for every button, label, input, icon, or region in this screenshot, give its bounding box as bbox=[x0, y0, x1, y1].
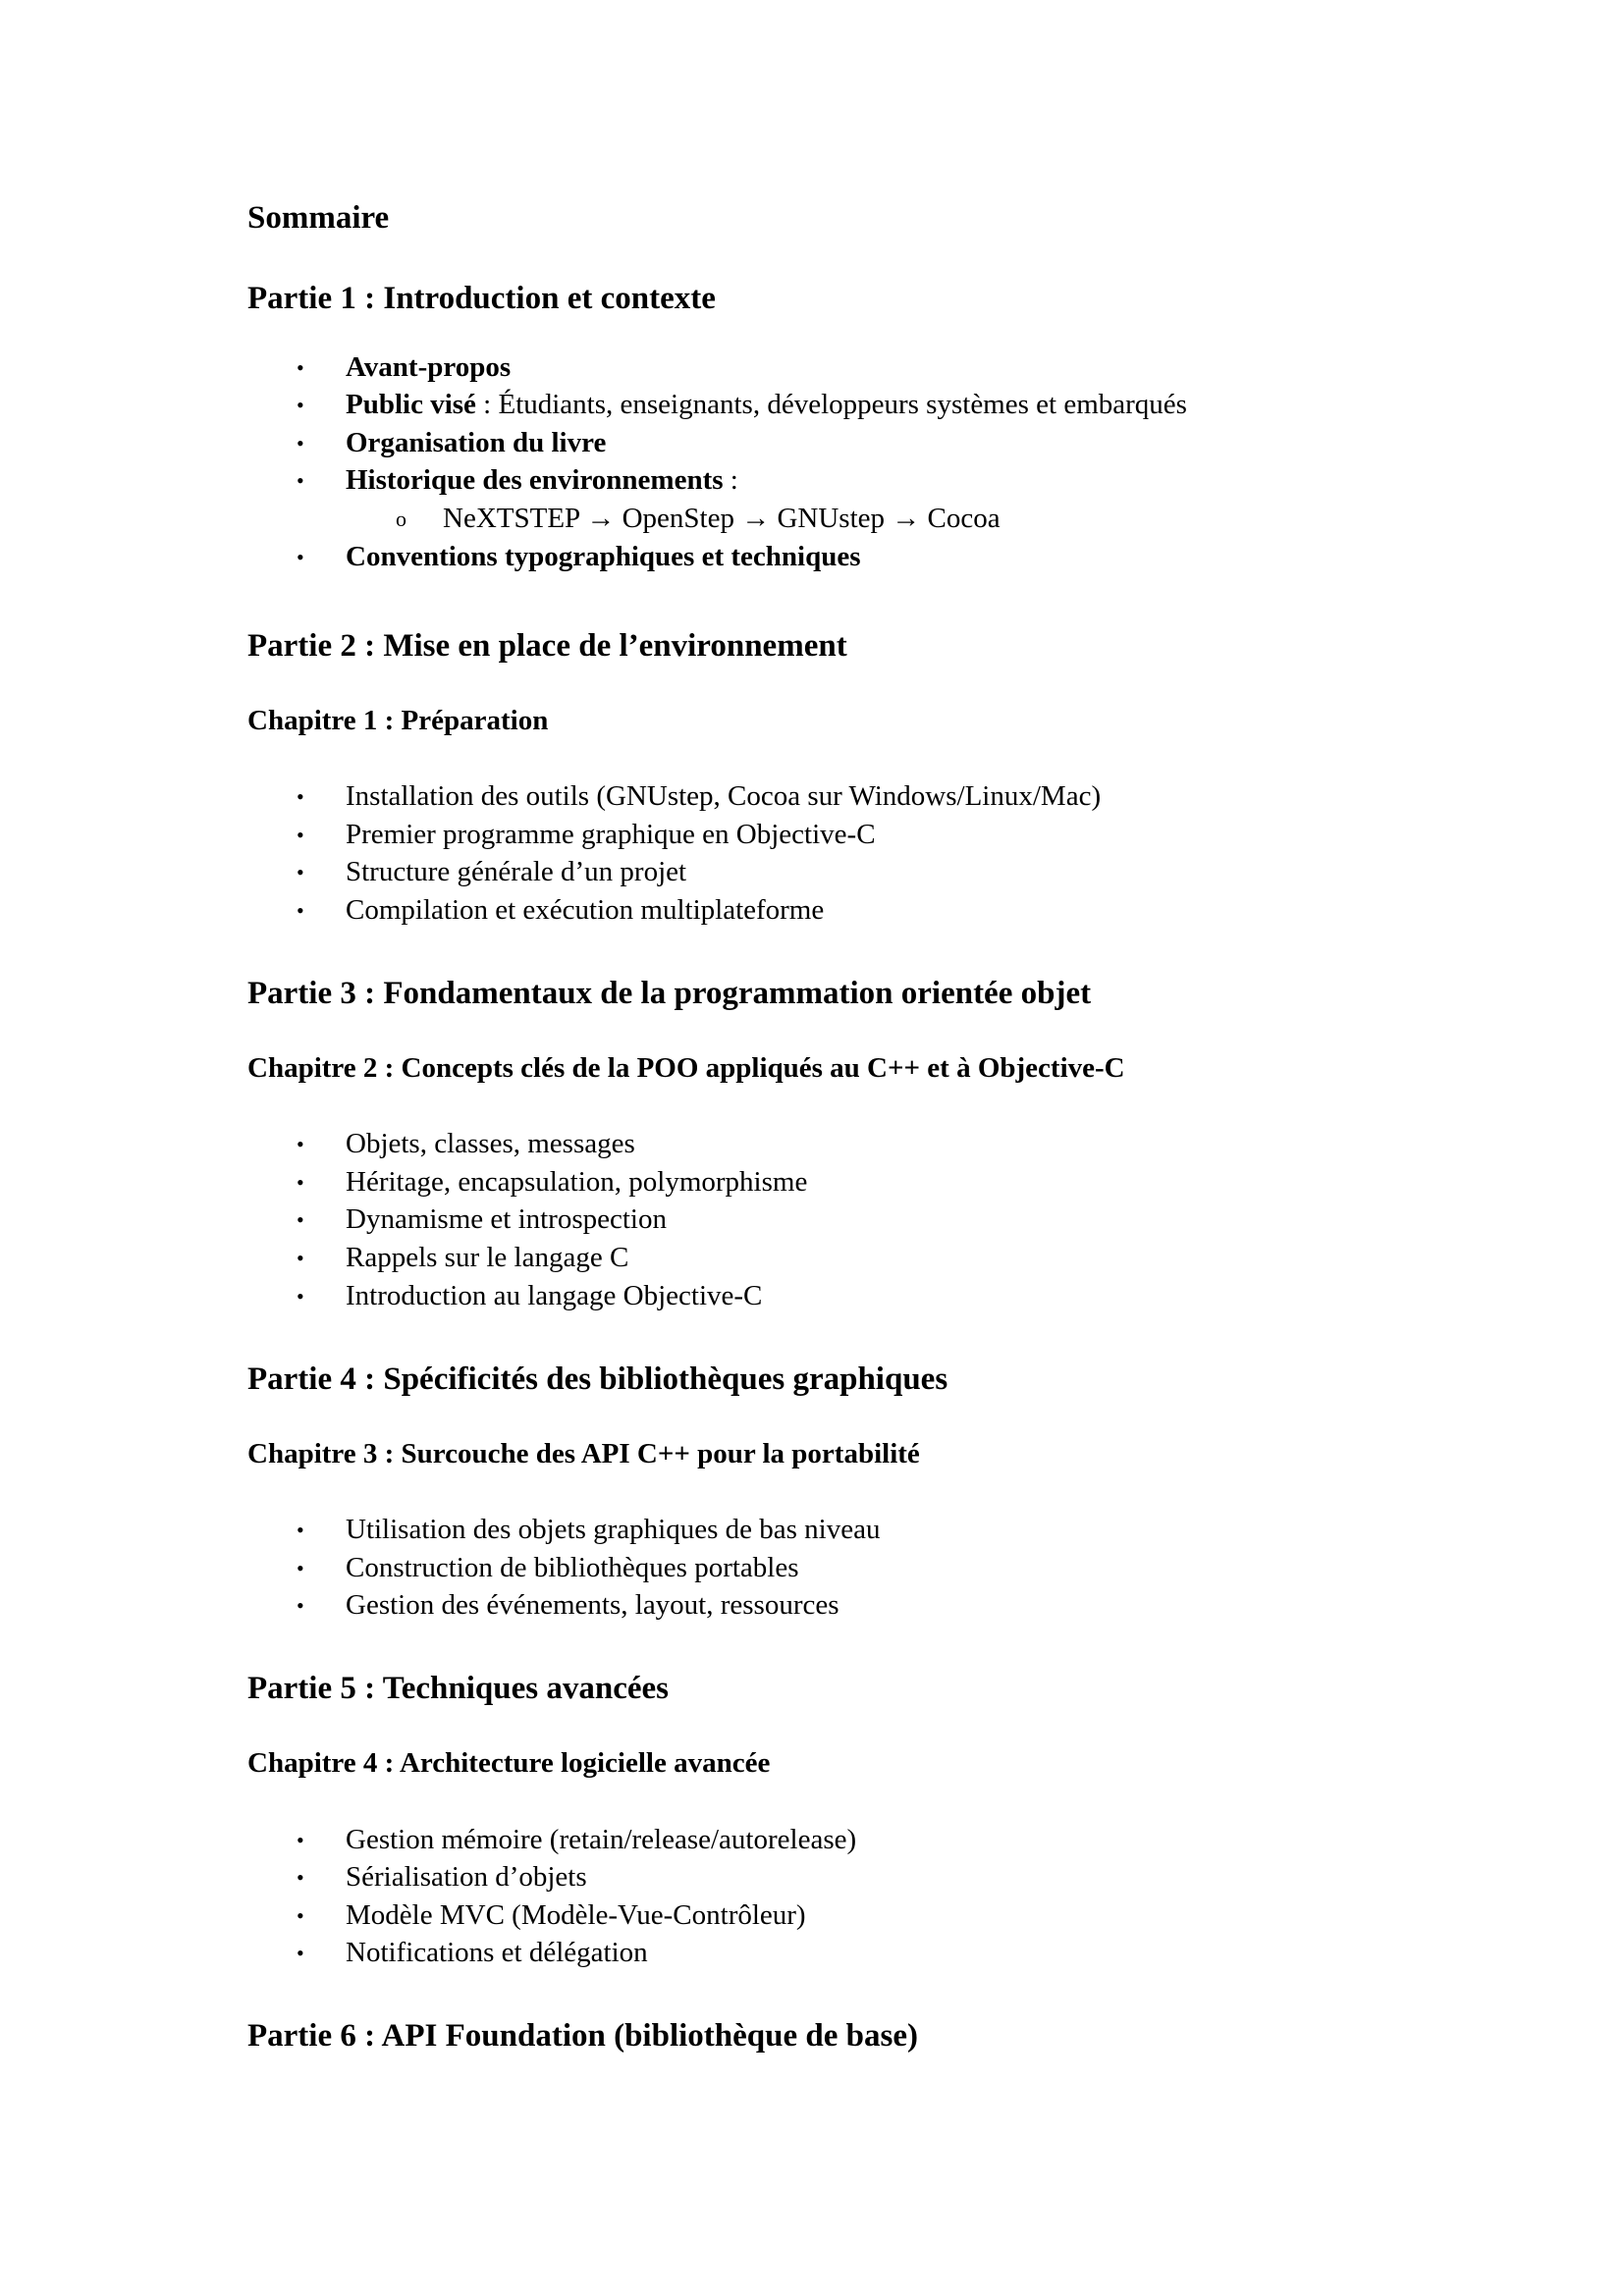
part-2-heading: Partie 2 : Mise en place de l’environnement bbox=[247, 628, 847, 664]
bullet-icon: • bbox=[297, 1170, 304, 1195]
part-4-heading: Partie 4 : Spécificités des bibliothèques graphiques bbox=[247, 1362, 948, 1397]
bullet-icon: • bbox=[297, 1865, 304, 1890]
part-3-heading: Partie 3 : Fondamentaux de la programmation orientée objet bbox=[247, 976, 1092, 1011]
chapter-4-heading: Chapitre 4 : Architecture logicielle avancée bbox=[247, 1747, 771, 1779]
bullet-icon: • bbox=[297, 1132, 304, 1156]
bullet-icon: • bbox=[297, 1518, 304, 1542]
circle-bullet-icon: o bbox=[396, 507, 406, 531]
chapter-2-heading: Chapitre 2 : Concepts clés de la POO appliqués au C++ et à Objective-C bbox=[247, 1052, 1125, 1084]
bullet-icon: • bbox=[297, 898, 304, 923]
part-1-heading: Partie 1 : Introduction et contexte bbox=[247, 281, 716, 316]
bullet-icon: • bbox=[297, 393, 304, 417]
bullet-icon: • bbox=[297, 355, 304, 380]
chapter-3-heading: Chapitre 3 : Surcouche des API C++ pour la portabilité bbox=[247, 1438, 920, 1469]
bullet-icon: • bbox=[297, 784, 304, 809]
bullet-icon: • bbox=[297, 1903, 304, 1928]
bullet-icon: • bbox=[297, 545, 304, 569]
bullet-icon: • bbox=[297, 468, 304, 493]
toc-title: Sommaire bbox=[247, 200, 390, 236]
bullet-icon: • bbox=[297, 860, 304, 884]
bullet-icon: • bbox=[297, 431, 304, 455]
chapter-1-heading: Chapitre 1 : Préparation bbox=[247, 705, 549, 736]
bullet-icon: • bbox=[297, 1207, 304, 1232]
bullet-icon: • bbox=[297, 823, 304, 847]
bullet-icon: • bbox=[297, 1284, 304, 1308]
bullet-icon: • bbox=[297, 1593, 304, 1618]
bullet-icon: • bbox=[297, 1246, 304, 1270]
part-5-heading: Partie 5 : Techniques avancées bbox=[247, 1671, 669, 1706]
part-6-heading: Partie 6 : API Foundation (bibliothèque de base) bbox=[247, 2018, 918, 2054]
bullet-icon: • bbox=[297, 1828, 304, 1852]
bullet-icon: • bbox=[297, 1941, 304, 1965]
bullet-icon: • bbox=[297, 1556, 304, 1580]
